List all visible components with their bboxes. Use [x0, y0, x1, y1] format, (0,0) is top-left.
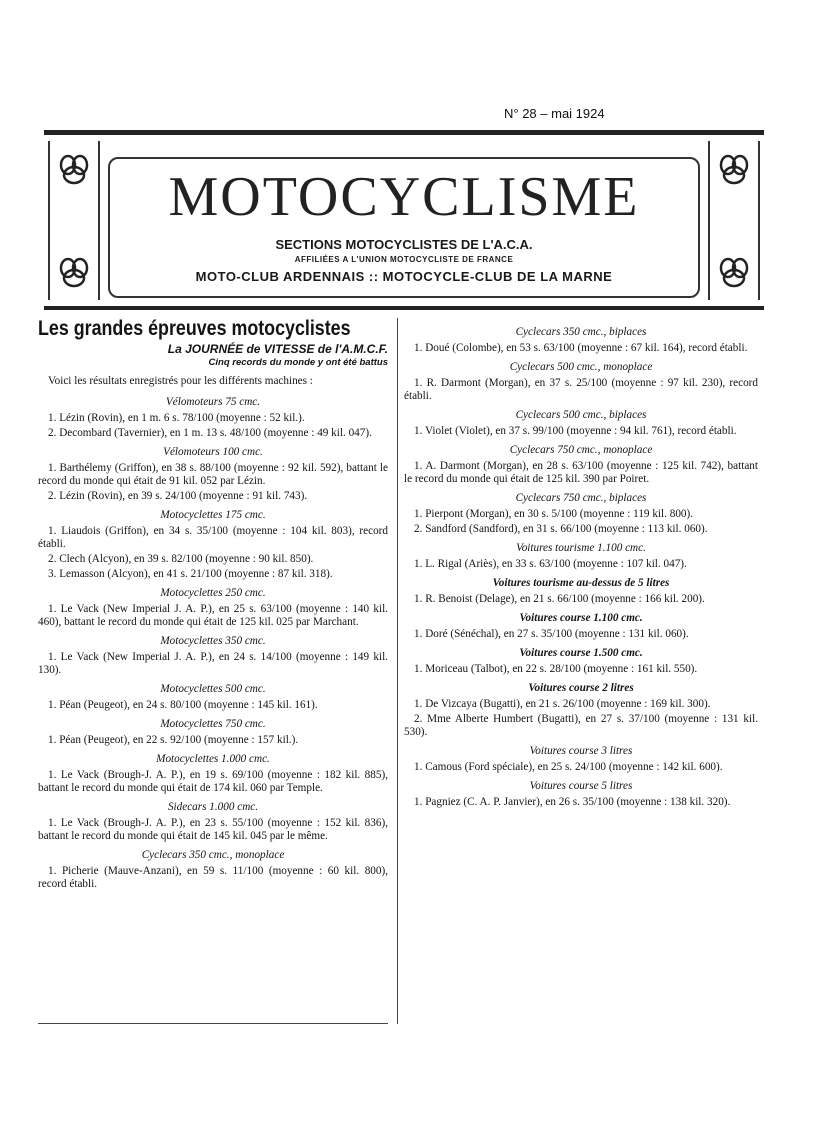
masthead [44, 130, 764, 310]
category-heading: Cyclecars 750 cmc., monoplace [509, 444, 653, 456]
result-entry: 1. Pierpont (Morgan), en 30 s. 5/100 (moyenne : 119 kil. 800). [414, 508, 694, 520]
result-entry: 1. Pagniez (C. A. P. Janvier), en 26 s. 35/100 (moyenne : 138 kil. 320). [414, 796, 731, 808]
result-entry: 2. Clech (Alcyon), en 39 s. 82/100 (moyenne : 90 kil. 850). [48, 553, 314, 565]
category-heading: Voitures course 1.100 cmc. [519, 612, 643, 624]
result-entry: 1. Picherie (Mauve-Anzani), en 59 s. 11/100 (moyenne : 60 kil. 800), record établi. [38, 865, 388, 890]
left-column [38, 317, 388, 893]
category-heading: Voitures course 1.500 cmc. [519, 647, 643, 659]
article-subhead-secondary: Cinq records du monde y ont été battus [208, 357, 388, 368]
result-entry: 2. Lézin (Rovin), en 39 s. 24/100 (moyenne : 91 kil. 743). [48, 490, 308, 502]
category-heading: Cyclecars 500 cmc., biplaces [515, 409, 647, 421]
result-entry: 1. Le Vack (New Imperial J. A. P.), en 25 s. 63/100 (moyenne : 140 kil. 460), battant le record du monde qui était de 125 kil. 025 par Marchant. [38, 603, 388, 628]
result-entry: 1. Moriceau (Talbot), en 22 s. 28/100 (moyenne : 161 kil. 550). [414, 663, 698, 675]
category-heading: Motocyclettes 1.000 cmc. [156, 753, 270, 765]
right-column [404, 320, 758, 811]
category-heading: Motocyclettes 750 cmc. [160, 718, 266, 730]
category-heading: Vélomoteurs 75 cmc. [165, 396, 261, 408]
result-entry: 1. R. Darmont (Morgan), en 37 s. 25/100 (moyenne : 97 kil. 230), record établi. [404, 377, 758, 402]
category-heading: Voitures course 3 litres [529, 745, 633, 757]
masthead-line3: MOTO-CLUB ARDENNAIS :: MOTOCYCLE-CLUB DE LA MARNE [195, 269, 613, 284]
masthead-line2: AFFILIÉES A L'UNION MOTOCYCLISTE DE FRANCE [294, 255, 514, 264]
category-heading: Cyclecars 350 cmc., biplaces [515, 326, 647, 338]
result-entry: 1. Péan (Peugeot), en 24 s. 80/100 (moyenne : 145 kil. 161). [48, 699, 318, 711]
result-entry: 1. Le Vack (New Imperial J. A. P.), en 24 s. 14/100 (moyenne : 149 kil. 130). [38, 651, 388, 676]
category-heading: Vélomoteurs 100 cmc. [163, 446, 263, 458]
category-heading: Voitures tourisme 1.100 cmc. [516, 542, 646, 554]
masthead-line1: SECTIONS MOTOCYCLISTES DE L'A.C.A. [275, 237, 533, 252]
result-entry: 3. Lemasson (Alcyon), en 41 s. 21/100 (moyenne : 87 kil. 318). [48, 568, 333, 580]
category-heading: Sidecars 1.000 cmc. [167, 801, 259, 813]
result-entry: 1. Doré (Sénéchal), en 27 s. 35/100 (moyenne : 131 kil. 060). [414, 628, 689, 640]
result-entry: 2. Mme Alberte Humbert (Bugatti), en 27 s. 37/100 (moyenne : 131 kil. 530). [404, 713, 758, 738]
result-entry: 1. L. Rigal (Ariès), en 33 s. 63/100 (moyenne : 107 kil. 047). [414, 558, 687, 570]
right-results [404, 326, 758, 809]
article-intro: Voici les résultats enregistrés pour les différents machines : [48, 375, 313, 387]
category-heading: Cyclecars 350 cmc., monoplace [141, 849, 285, 861]
result-entry: 1. De Vizcaya (Bugatti), en 21 s. 26/100 (moyenne : 169 kil. 300). [414, 698, 711, 710]
result-entry: 1. Le Vack (Brough-J. A. P.), en 23 s. 55/100 (moyenne : 152 kil. 836), battant le record du monde qui était de 145 kil. 045 par le même. [38, 817, 388, 842]
category-heading: Motocyclettes 250 cmc. [160, 587, 266, 599]
result-entry: 1. Camous (Ford spéciale), en 25 s. 24/100 (moyenne : 142 kil. 600). [414, 761, 723, 773]
masthead-title: MOTOCYCLISME [168, 166, 640, 228]
category-heading: Cyclecars 500 cmc., monoplace [509, 361, 653, 373]
category-heading: Motocyclettes 350 cmc. [160, 635, 266, 647]
category-heading: Voitures tourisme au-dessus de 5 litres [492, 577, 670, 589]
result-entry: 1. Liaudois (Griffon), en 34 s. 35/100 (moyenne : 104 kil. 803), record établi. [38, 525, 388, 550]
result-entry: 1. Violet (Violet), en 37 s. 99/100 (moyenne : 94 kil. 761), record établi. [414, 425, 737, 437]
result-entry: 2. Decombard (Tavernier), en 1 m. 13 s. 48/100 (moyenne : 49 kil. 047). [48, 427, 372, 439]
article-headline: Les grandes épreuves motocyclistes [38, 317, 351, 340]
category-heading: Motocyclettes 500 cmc. [160, 683, 266, 695]
result-entry: 1. Doué (Colombe), en 53 s. 63/100 (moyenne : 67 kil. 164), record établi. [414, 342, 748, 354]
article-subhead: La JOURNÉE de VITESSE de l'A.M.C.F. [167, 342, 388, 356]
result-entry: 1. A. Darmont (Morgan), en 28 s. 63/100 (moyenne : 125 kil. 742), battant le record du monde qui était de 125 kil. 390 par Poiret. [404, 460, 758, 485]
result-entry: 1. Le Vack (Brough-J. A. P.), en 19 s. 69/100 (moyenne : 182 kil. 885), battant le record du monde qui était de 174 kil. 060 par Temple. [38, 769, 388, 794]
result-entry: 1. R. Benoist (Delage), en 21 s. 66/100 (moyenne : 166 kil. 200). [414, 593, 705, 605]
issue-label: N° 28 – mai 1924 [504, 106, 605, 121]
left-results [38, 396, 388, 891]
category-heading: Motocyclettes 175 cmc. [160, 509, 266, 521]
result-entry: 1. Lézin (Rovin), en 1 m. 6 s. 78/100 (moyenne : 52 kil.). [48, 412, 305, 424]
column-divider [397, 318, 398, 1024]
result-entry: 1. Péan (Peugeot), en 22 s. 92/100 (moyenne : 157 kil.). [48, 734, 299, 746]
result-entry: 1. Barthélemy (Griffon), en 38 s. 88/100 (moyenne : 92 kil. 592), battant le record du monde qui était de 91 kil. 052 par Lézin. [38, 462, 388, 487]
category-heading: Cyclecars 750 cmc., biplaces [515, 492, 647, 504]
bottom-rule [38, 1023, 388, 1024]
category-heading: Voitures course 2 litres [528, 682, 634, 694]
category-heading: Voitures course 5 litres [529, 780, 633, 792]
result-entry: 2. Sandford (Sandford), en 31 s. 66/100 (moyenne : 113 kil. 060). [414, 523, 708, 535]
